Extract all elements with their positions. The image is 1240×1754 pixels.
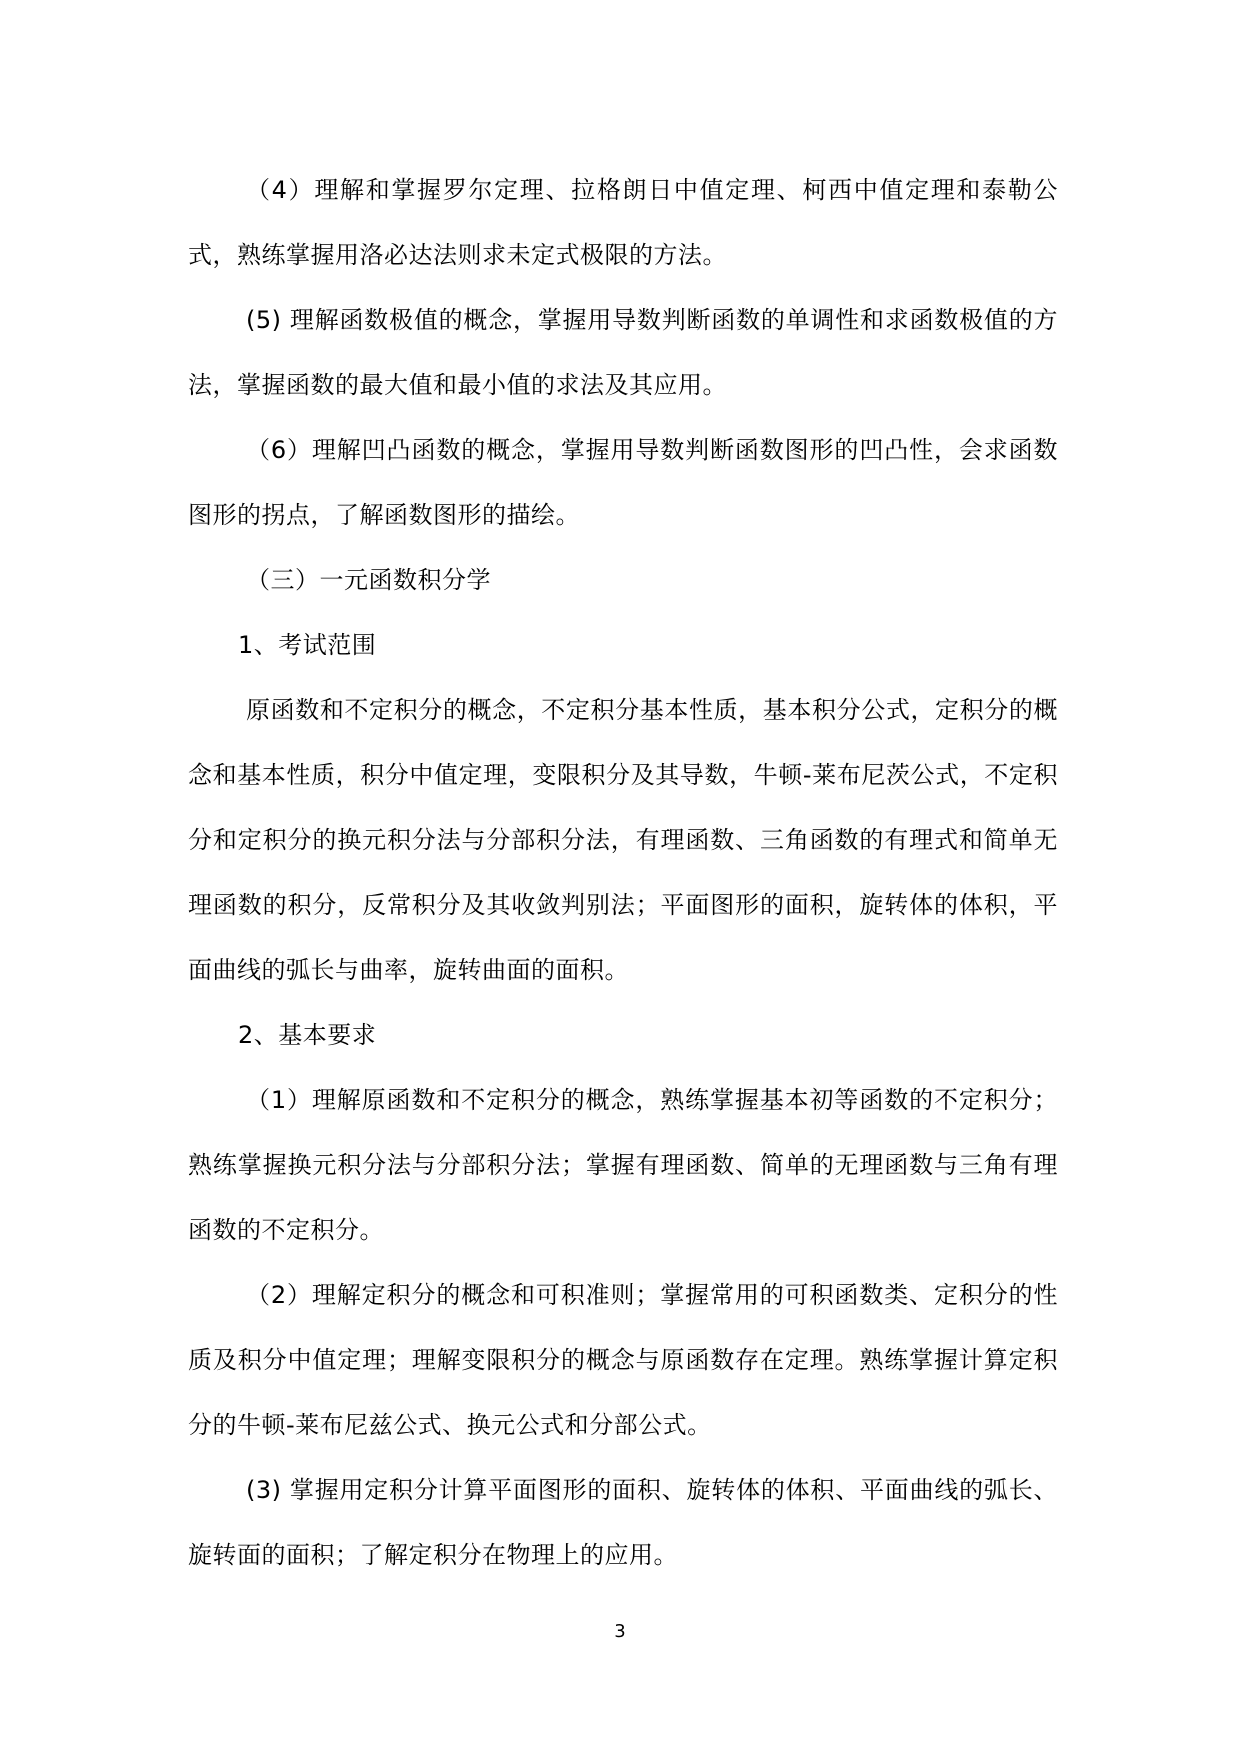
paragraph-item-4: （4）理解和掌握罗尔定理、拉格朗日中值定理、柯西中值定理和泰勒公式，熟练掌握用洛必达法则求未定式极限的方法。: [188, 176, 1058, 269]
subheading-basic-requirements: 2、基本要求: [238, 1021, 377, 1049]
document-body: [188, 158, 1058, 1588]
paragraph-requirement-3: (3) 掌握用定积分计算平面图形的面积、旋转体的体积、平面曲线的弧长、旋转面的面积；了解定积分在物理上的应用。: [188, 1476, 1058, 1569]
paragraph-requirement-2: （2）理解定积分的概念和可积准则；掌握常用的可积函数类、定积分的性质及积分中值定理；理解变限积分的概念与原函数存在定理。熟练掌握计算定积分的牛顿-莱布尼兹公式、换元公式和分部公式。: [188, 1281, 1058, 1439]
paragraph-requirement-1: （1）理解原函数和不定积分的概念，熟练掌握基本初等函数的不定积分；熟练掌握换元积分法与分部积分法；掌握有理函数、简单的无理函数与三角有理函数的不定积分。: [188, 1086, 1058, 1244]
paragraph-item-6: （6）理解凹凸函数的概念，掌握用导数判断函数图形的凹凸性，会求函数图形的拐点，了解函数图形的描绘。: [188, 436, 1058, 529]
paragraph-exam-scope-body: 原函数和不定积分的概念，不定积分基本性质，基本积分公式，定积分的概念和基本性质，积分中值定理，变限积分及其导数，牛顿-莱布尼茨公式，不定积分和定积分的换元积分法与分部积分法，有理函数、三角函数的有理式和简单无理函数的积分，反常积分及其收敛判别法；平面图形的面积，旋转体的体积，平面曲线的弧长与曲率，旋转曲面的面积。: [188, 696, 1058, 984]
subheading-exam-scope: 1、考试范围: [238, 631, 377, 659]
section-heading: （三）一元函数积分学: [246, 566, 491, 594]
paragraph-item-5: (5) 理解函数极值的概念，掌握用导数判断函数的单调性和求函数极值的方法，掌握函数的最大值和最小值的求法及其应用。: [188, 306, 1058, 399]
page-number: 3: [614, 1621, 626, 1642]
